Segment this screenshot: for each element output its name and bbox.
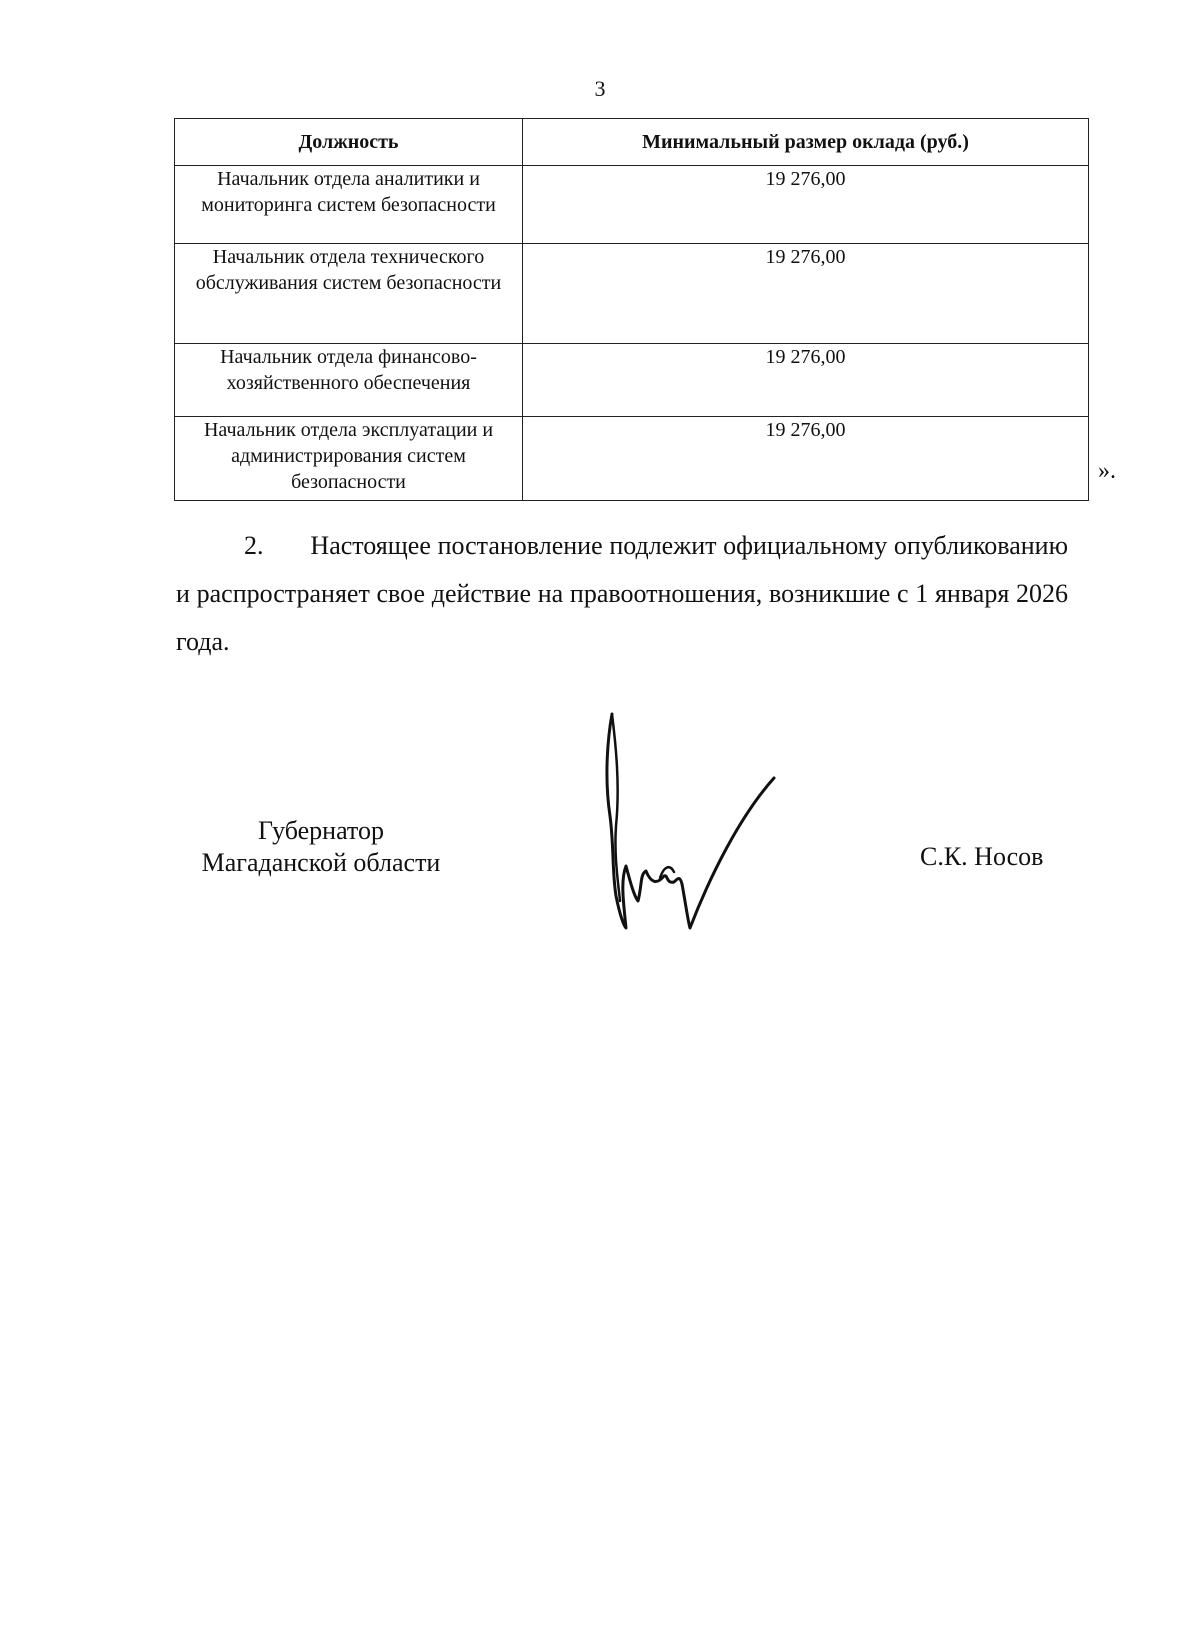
salary-cell: 19 276,00 [523, 344, 1089, 417]
handwritten-signature [590, 706, 810, 936]
closing-quote: ». [1098, 458, 1116, 484]
table-header-row [175, 119, 1089, 166]
paragraph-number: 2. [244, 531, 264, 560]
table-row [175, 244, 1089, 344]
header-salary: Минимальный размер оклада (руб.) [523, 119, 1089, 166]
signatory-title [176, 815, 466, 879]
signatory-title-line2: Магаданской области [201, 848, 441, 877]
salary-cell: 19 276,00 [523, 166, 1089, 244]
position-cell: Начальник отдела финансово-хозяйственного обеспечения [175, 344, 523, 417]
page-number: 3 [594, 76, 606, 101]
position-cell: Начальник отдела технического обслуживания систем безопасности [175, 244, 523, 344]
signatory-title-line1: Губернатор [258, 816, 384, 845]
table-row [175, 417, 1089, 501]
salary-cell: 19 276,00 [523, 417, 1089, 501]
table-row [175, 166, 1089, 244]
signer-name: С.К. Носов [920, 842, 1044, 871]
position-cell: Начальник отдела эксплуатации и администрирования систем безопасности [175, 417, 523, 501]
table-row [175, 344, 1089, 417]
paragraph-text: Настоящее постановление подлежит официальному опубликованию и распространяет свое действие на правоотношения, возникшие с 1 января 2026 года. [176, 531, 1069, 656]
salary-table [174, 118, 1089, 501]
header-position: Должность [175, 119, 523, 166]
salary-cell: 19 276,00 [523, 244, 1089, 344]
position-cell: Начальник отдела аналитики и мониторинга систем безопасности [175, 166, 523, 244]
paragraph-2 [176, 522, 1068, 666]
